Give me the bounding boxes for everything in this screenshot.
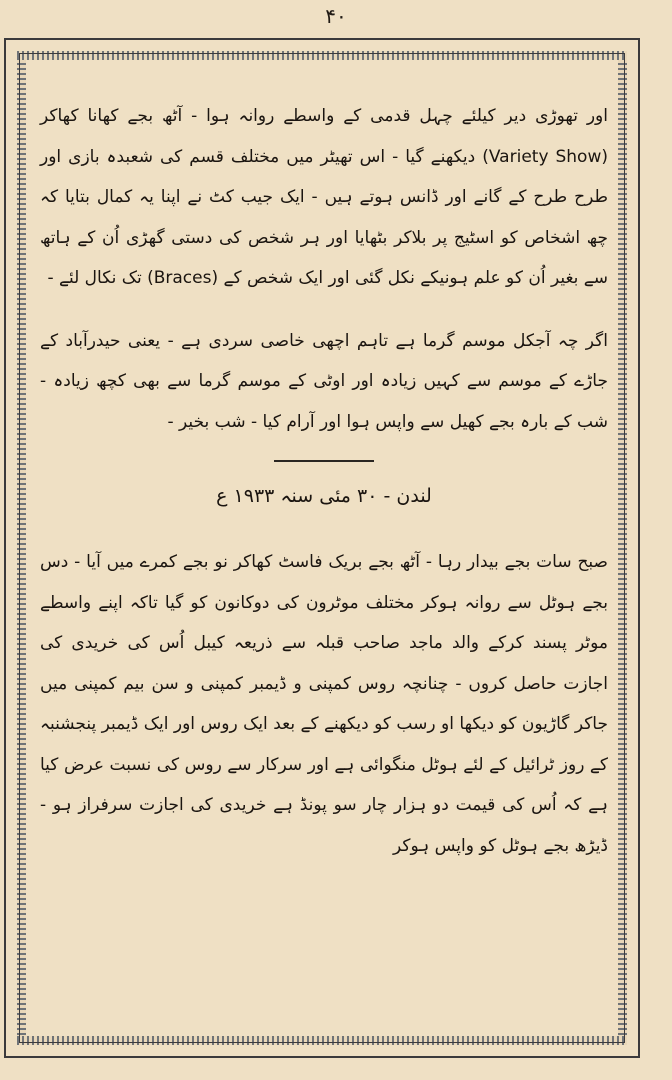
- page-number: ۴۰: [325, 4, 347, 28]
- section-divider: [274, 460, 374, 462]
- paragraph-weather: اگر چہ آجکل موسم گرما ہے تاہم اچھی خاصی سردی ہے - یعنی حیدرآباد کے جاڑے کے موسم سے کہیں زیادہ اور اوٹی کے موسم گرما سے بھی کچھ زیادہ - شب کے بارہ بجے کھیل سے واپس ہوا اور آرام کیا - شب بخیر -: [40, 330, 608, 432]
- date-heading: لندن - ۳۰ مئی سنہ ۱۹۳۳ ع: [216, 484, 432, 507]
- paragraph-car-shopping: صبح سات بجے بیدار رہا - آٹھ بجے بریک فاسٹ کھاکر نو بجے کمرے میں آیا - دس بجے ہوٹل سے روانہ ہوکر مختلف موٹرون کی دوکانون کو گیا تاکہ اپنے واسطے موٹر پسند کرکے والد ماجد صاحب قبلہ سے ذریعہ کیبل اُس کی خریدی کی اجازت حاصل کروں - چنانچہ روس کمپنی و ڈیمبر کمپنی و سن بیم کمپنی میں جاکر گاڑیون کو دیکھا او رسب کو دیکھنے کے بعد ایک روس اور ایک ڈیمبر پنجشنبہ کے روز ٹرائیل کے لئے ہوٹل منگوائی ہے اور سرکار سے روس کی نسبت عرض کیا ہے کہ اُس کی قیمت دو ہزار چار سو پونڈ ہے خریدی کی اجازت سرفراز ہو - ڈیڑھ بجے ہوٹل کو واپس ہوکر: [40, 552, 608, 856]
- second-section: [40, 542, 608, 866]
- page-body: [40, 96, 608, 866]
- paragraph-variety-show: اور تھوڑی دیر کیلئے چہل قدمی کے واسطے روانہ ہوا - آٹھ بجے کھانا کھاکر (Variety Show) دیکھنے گیا - اس تھیٹر میں مختلف قسم کی شعبدہ بازی اور طرح طرح کے گانے اور ڈانس ہوتے ہیں - ایک جیب کٹ نے اپنا یہ کمال بتایا کہ چھ اشخاص کو اسٹیج پر بلاکر بٹھایا اور ہر شخص کی دستی گھڑی اُن کے ہاتھ سے بغیر اُن کو علم ہونیکے نکل گئی اور ایک شخص کے (Braces) تک نکال لئے -: [40, 106, 609, 288]
